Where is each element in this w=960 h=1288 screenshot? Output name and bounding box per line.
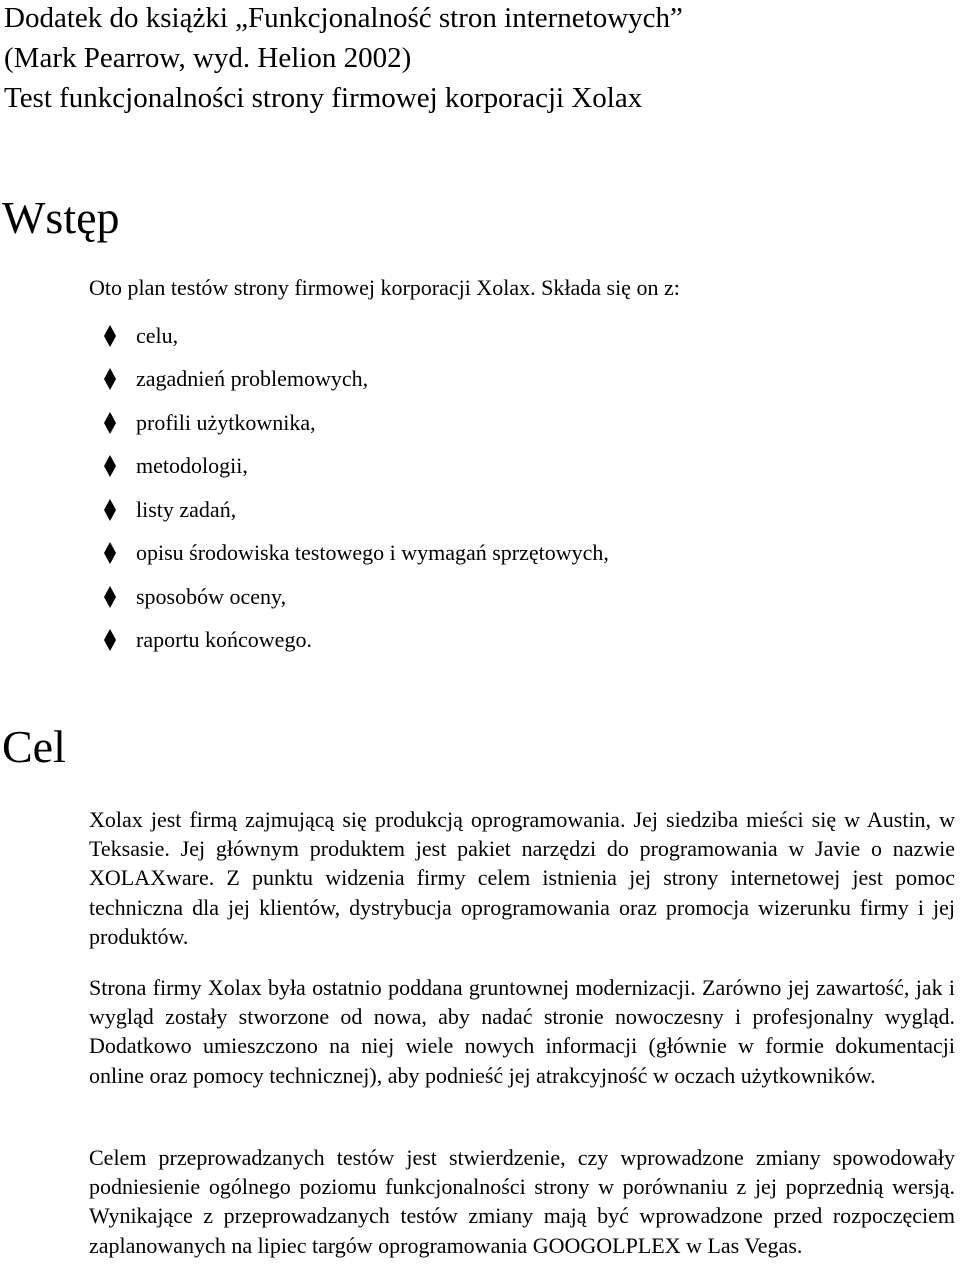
header-line-1: Dodatek do książki „Funkcjonalność stron internetowych” — [4, 2, 683, 34]
diamond-bullet-icon — [104, 455, 116, 477]
diamond-bullet-icon — [104, 499, 116, 521]
plan-list — [104, 314, 609, 662]
goal-paragraph-2: Strona firmy Xolax była ostatnio poddana gruntownej modernizacji. Zarówno jej zawartość, jak i wygląd zostały stworzone od nowa, aby nadać stronie nowoczesny i profesjonalny wygląd. Dodatkowo umieszczono na niej wiele nowych informacji (głównie w formie dokumentacji online oraz pomocy technicznej), aby podnieść jej atrakcyjność w oczach użytkowników. — [89, 975, 955, 1088]
list-item — [104, 532, 609, 576]
list-item-label: sposobów oceny, — [136, 583, 287, 609]
list-item-label: celu, — [136, 322, 179, 348]
intro-heading: Wstęp — [2, 192, 120, 243]
diamond-bullet-icon — [104, 412, 116, 434]
goal-paragraph-1: Xolax jest firmą zajmującą się produkcją oprogramowania. Jej siedziba mieści się w Austin, w Teksasie. Jej głównym produktem jest pakiet narzędzi do programowania w Javie o nazwie XOLAXware. Z punktu widzenia firmy celem istnienia jej strony internetowej jest pomoc techniczna dla jej klientów, dystrybucja oprogramowania oraz promocja wizerunku firmy i jej produktów. — [89, 807, 955, 949]
document-header — [4, 0, 954, 118]
diamond-bullet-icon — [104, 368, 116, 390]
list-item-label: listy zadań, — [136, 496, 237, 522]
list-item-label: profili użytkownika, — [136, 409, 316, 435]
diamond-bullet-icon — [104, 325, 116, 347]
list-item — [104, 488, 609, 532]
header-line-2: (Mark Pearrow, wyd. Helion 2002) — [4, 42, 412, 74]
diamond-bullet-icon — [104, 629, 116, 651]
list-item — [104, 619, 609, 663]
goal-heading: Cel — [2, 721, 66, 772]
list-item — [104, 314, 609, 358]
list-item-label: raportu końcowego. — [136, 627, 312, 653]
list-item-label: opisu środowiska testowego i wymagań sprzętowych, — [136, 540, 609, 566]
list-item-label: zagadnień problemowych, — [136, 366, 369, 392]
goal-paragraph-3: Celem przeprowadzanych testów jest stwierdzenie, czy wprowadzone zmiany spowodowały podniesienie ogólnego poziomu funkcjonalności strony w porównaniu z jej poprzednią wersją. Wynikające z przeprowadzanych testów zmiany mają być wprowadzone przed rozpoczęciem zaplanowanych na lipiec targów oprogramowania GOOGOLPLEX w Las Vegas. — [89, 1145, 955, 1258]
diamond-bullet-icon — [104, 542, 116, 564]
list-item — [104, 401, 609, 445]
header-line-3: Test funkcjonalności strony firmowej korporacji Xolax — [4, 82, 643, 114]
list-item — [104, 358, 609, 402]
list-item-label: metodologii, — [136, 453, 248, 479]
list-item — [104, 575, 609, 619]
intro-text: Oto plan testów strony firmowej korporacji Xolax. Składa się on z: — [89, 275, 680, 300]
list-item — [104, 445, 609, 489]
diamond-bullet-icon — [104, 586, 116, 608]
